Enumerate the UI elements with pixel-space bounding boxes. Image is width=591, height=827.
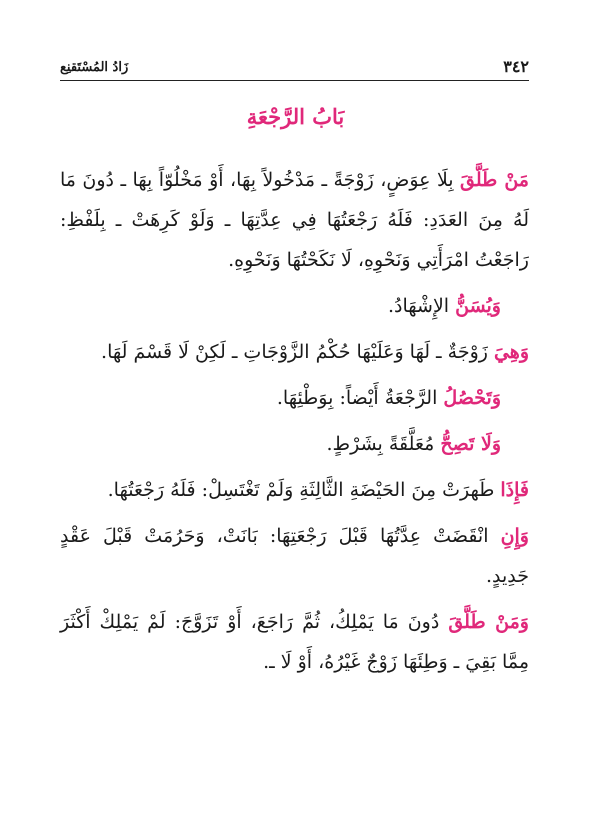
body-text — [60, 160, 529, 688]
paragraph-text: انْقَضَتْ عِدَّتُهَا قَبْلَ رَجْعَتِهَا: بَانَتْ، وَحَرُمَتْ قَبْلَ عَقْدٍ جَدِيدٍ. — [60, 525, 529, 587]
paragraph-text: الإِشْهَادُ. — [387, 295, 456, 317]
paragraph — [60, 424, 529, 464]
paragraph-text: زَوْجَةٌ ـ لَهَا وَعَلَيْهَا حُكْمُ الزَّوْجَاتِ ـ لَكِنْ لَا قَسْمَ لَهَا. — [101, 341, 494, 363]
paragraph-text: بِلَا عِوَضٍ، زَوْجَةً ـ مَدْخُولاً بِهَا، أَوْ مَخْلُوّاً بِهَا ـ دُونَ مَا لَهُ مِنَ العَدَدِ: فَلَهُ رَجْعَتُهَا فِي عِدَّتِهَا ـ وَلَوْ كَرِهَتْ ـ بِلَفْظِ: رَاجَعْتُ امْرَأَتِي وَنَحْوِهِ، لَا نَكَحْتُهَا وَنَحْوِهِ. — [60, 169, 529, 271]
paragraph-text: طَهرَتْ مِنَ الحَيْضَةِ الثَّالِثَةِ وَلَمْ تَغْتَسِلْ: فَلَهُ رَجْعَتُهَا. — [107, 479, 501, 501]
paragraph-keyword: وَمَنْ طَلَّقَ — [448, 611, 529, 633]
paragraph-keyword: فَإِذَا — [500, 479, 529, 501]
page-header — [60, 56, 529, 81]
paragraph-keyword: وَتَحْصُلُ — [443, 387, 501, 409]
running-title: زَادُ المُسْتَقنِع — [60, 60, 129, 75]
paragraph — [60, 286, 529, 326]
paragraph-keyword: وَإِنِ — [500, 525, 529, 547]
paragraph — [60, 470, 529, 510]
paragraph-keyword: وَيُسَنُّ — [455, 295, 501, 317]
paragraph — [60, 602, 529, 682]
paragraph-keyword: وَلَا تَصِحُّ — [440, 433, 501, 455]
paragraph — [60, 378, 529, 418]
paragraph-keyword: مَنْ طَلَّقَ — [460, 169, 529, 191]
paragraph-text: دُونَ مَا يَمْلِكُ، ثُمَّ رَاجَعَ، أَوْ تَزَوَّجَ: لَمْ يَمْلِكْ أَكْثَرَ مِمَّا بَقِيَ ـ وَطِئَهَا زَوْجٌ غَيْرُهُ، أَوْ لَا ـ. — [60, 611, 529, 673]
paragraph — [60, 160, 529, 280]
chapter-title: بَابُ الرَّجْعَةِ — [246, 104, 345, 129]
paragraph-text: مُعَلَّقَةً بِشَرْطٍ. — [326, 433, 441, 455]
page-number: ٣٤٢ — [503, 57, 529, 76]
paragraph — [60, 332, 529, 372]
paragraph-keyword: وَهِيَ — [493, 341, 529, 363]
paragraph-text: الرَّجْعَةُ أَيْضاً: بِوَطْئِهَا. — [276, 387, 444, 409]
paragraph — [60, 516, 529, 596]
